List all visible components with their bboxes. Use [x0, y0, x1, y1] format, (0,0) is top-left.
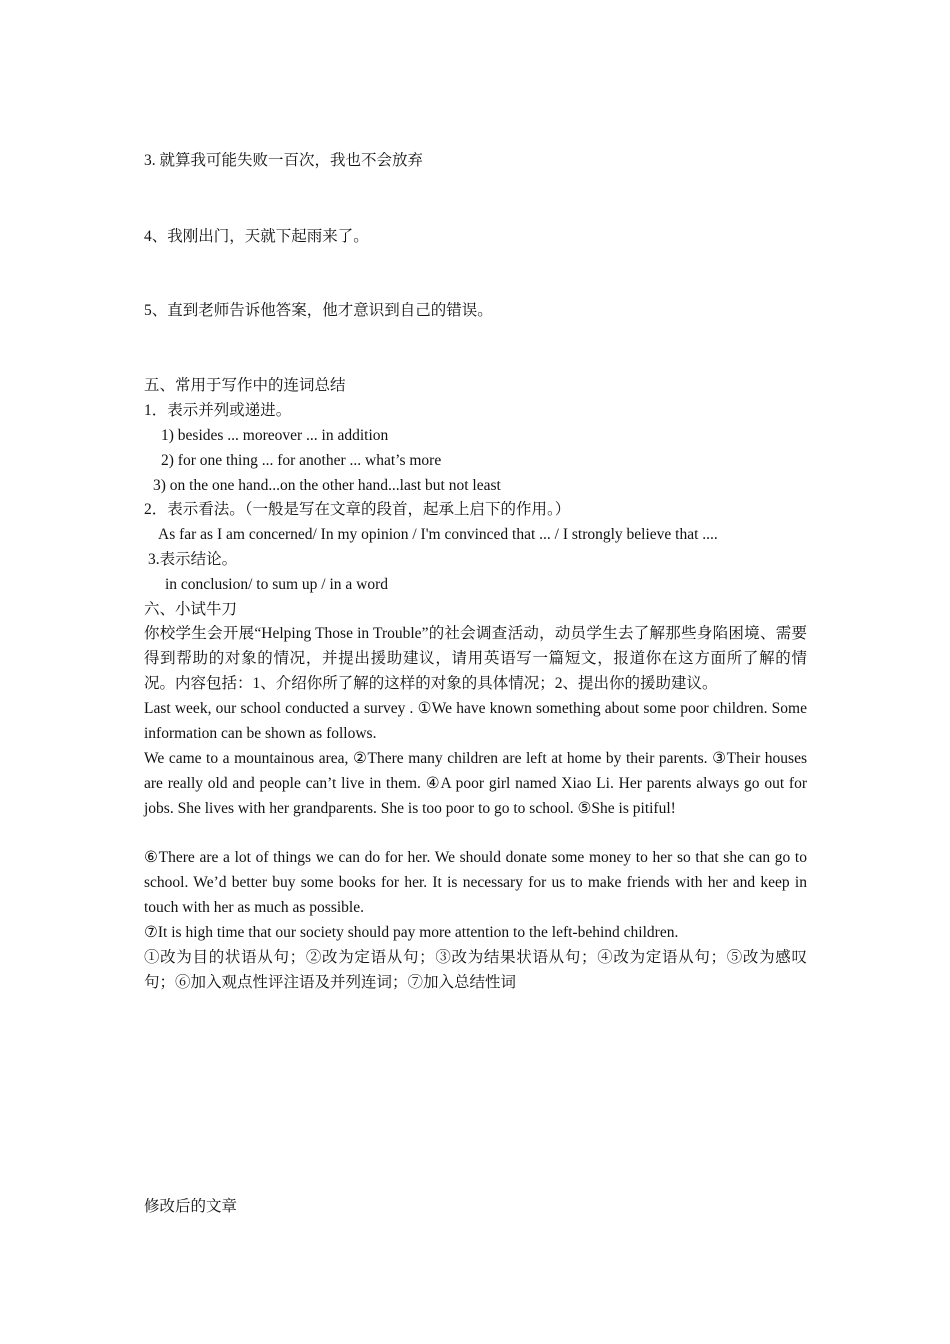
opinion-phrases: As far as I am concerned/ In my opinion / I'm convinced that ... / I strongly believe that ....	[158, 526, 718, 543]
section-6-title: 六、小试牛刀	[144, 601, 238, 618]
sentence-4: 4、我刚出门，天就下起雨来了。	[144, 228, 369, 245]
essay-paragraph: ⑥There are a lot of things we can do for her. We should donate some money to her so that she can go to school. We’d better buy some books for her. It is necessary for us to make friends with her and keep in touch with her as much as possible.	[144, 849, 807, 916]
revision-instructions: ①改为目的状语从句；②改为定语从句；③改为结果状语从句；④改为定语从句；⑤改为感叹句；⑥加入观点性评注语及并列连词；⑦加入总结性词	[144, 949, 807, 991]
sentence-3: 3. 就算我可能失败一百次，我也不会放弃	[144, 152, 424, 169]
writing-prompt: 你校学生会开展“Helping Those in Trouble”的社会调查活动，动员学生去了解那些身陷困境、需要得到帮助的对象的情况，并提出援助建议，请用英语写一篇短文，报道你在这方面所了解的情况。内容包括：1、介绍你所了解的这样的对象的具体情况；2、提出你的援助建议。	[144, 625, 807, 692]
conjunction-item: 2) for one thing ... for another ... what’s more	[161, 452, 442, 469]
heading-conclusion: 3.表示结论。	[148, 551, 238, 568]
conjunction-item: 1) besides ... moreover ... in addition	[161, 427, 389, 444]
conclusion-phrases: in conclusion/ to sum up / in a word	[165, 576, 389, 593]
revised-essay-label: 修改后的文章	[144, 1198, 238, 1215]
essay-paragraph: We came to a mountainous area, ②There many children are left at home by their parents. ③Their houses are really old and people can’t live in them. ④A poor girl named Xiao Li. Her parents always go out for jobs. She lives with her grandparents. She is too poor to go to school. ⑤She is pitiful!	[144, 750, 807, 817]
essay-paragraph: Last week, our school conducted a survey . ①We have known something about some poor children. Some information can be shown as follows.	[144, 700, 807, 742]
essay-paragraph: ⑦It is high time that our society should pay more attention to the left-behind children.	[144, 924, 679, 941]
conjunction-item: 3) on the one hand...on the other hand...last but not least	[153, 477, 501, 494]
heading-opinion: 2．表示看法。（一般是写在文章的段首，起承上启下的作用。）	[144, 501, 571, 518]
heading-parallel: 1．表示并列或递进。	[144, 402, 292, 419]
section-5-title: 五、常用于写作中的连词总结	[144, 377, 346, 394]
sentence-5: 5、直到老师告诉他答案，他才意识到自己的错误。	[144, 302, 493, 319]
